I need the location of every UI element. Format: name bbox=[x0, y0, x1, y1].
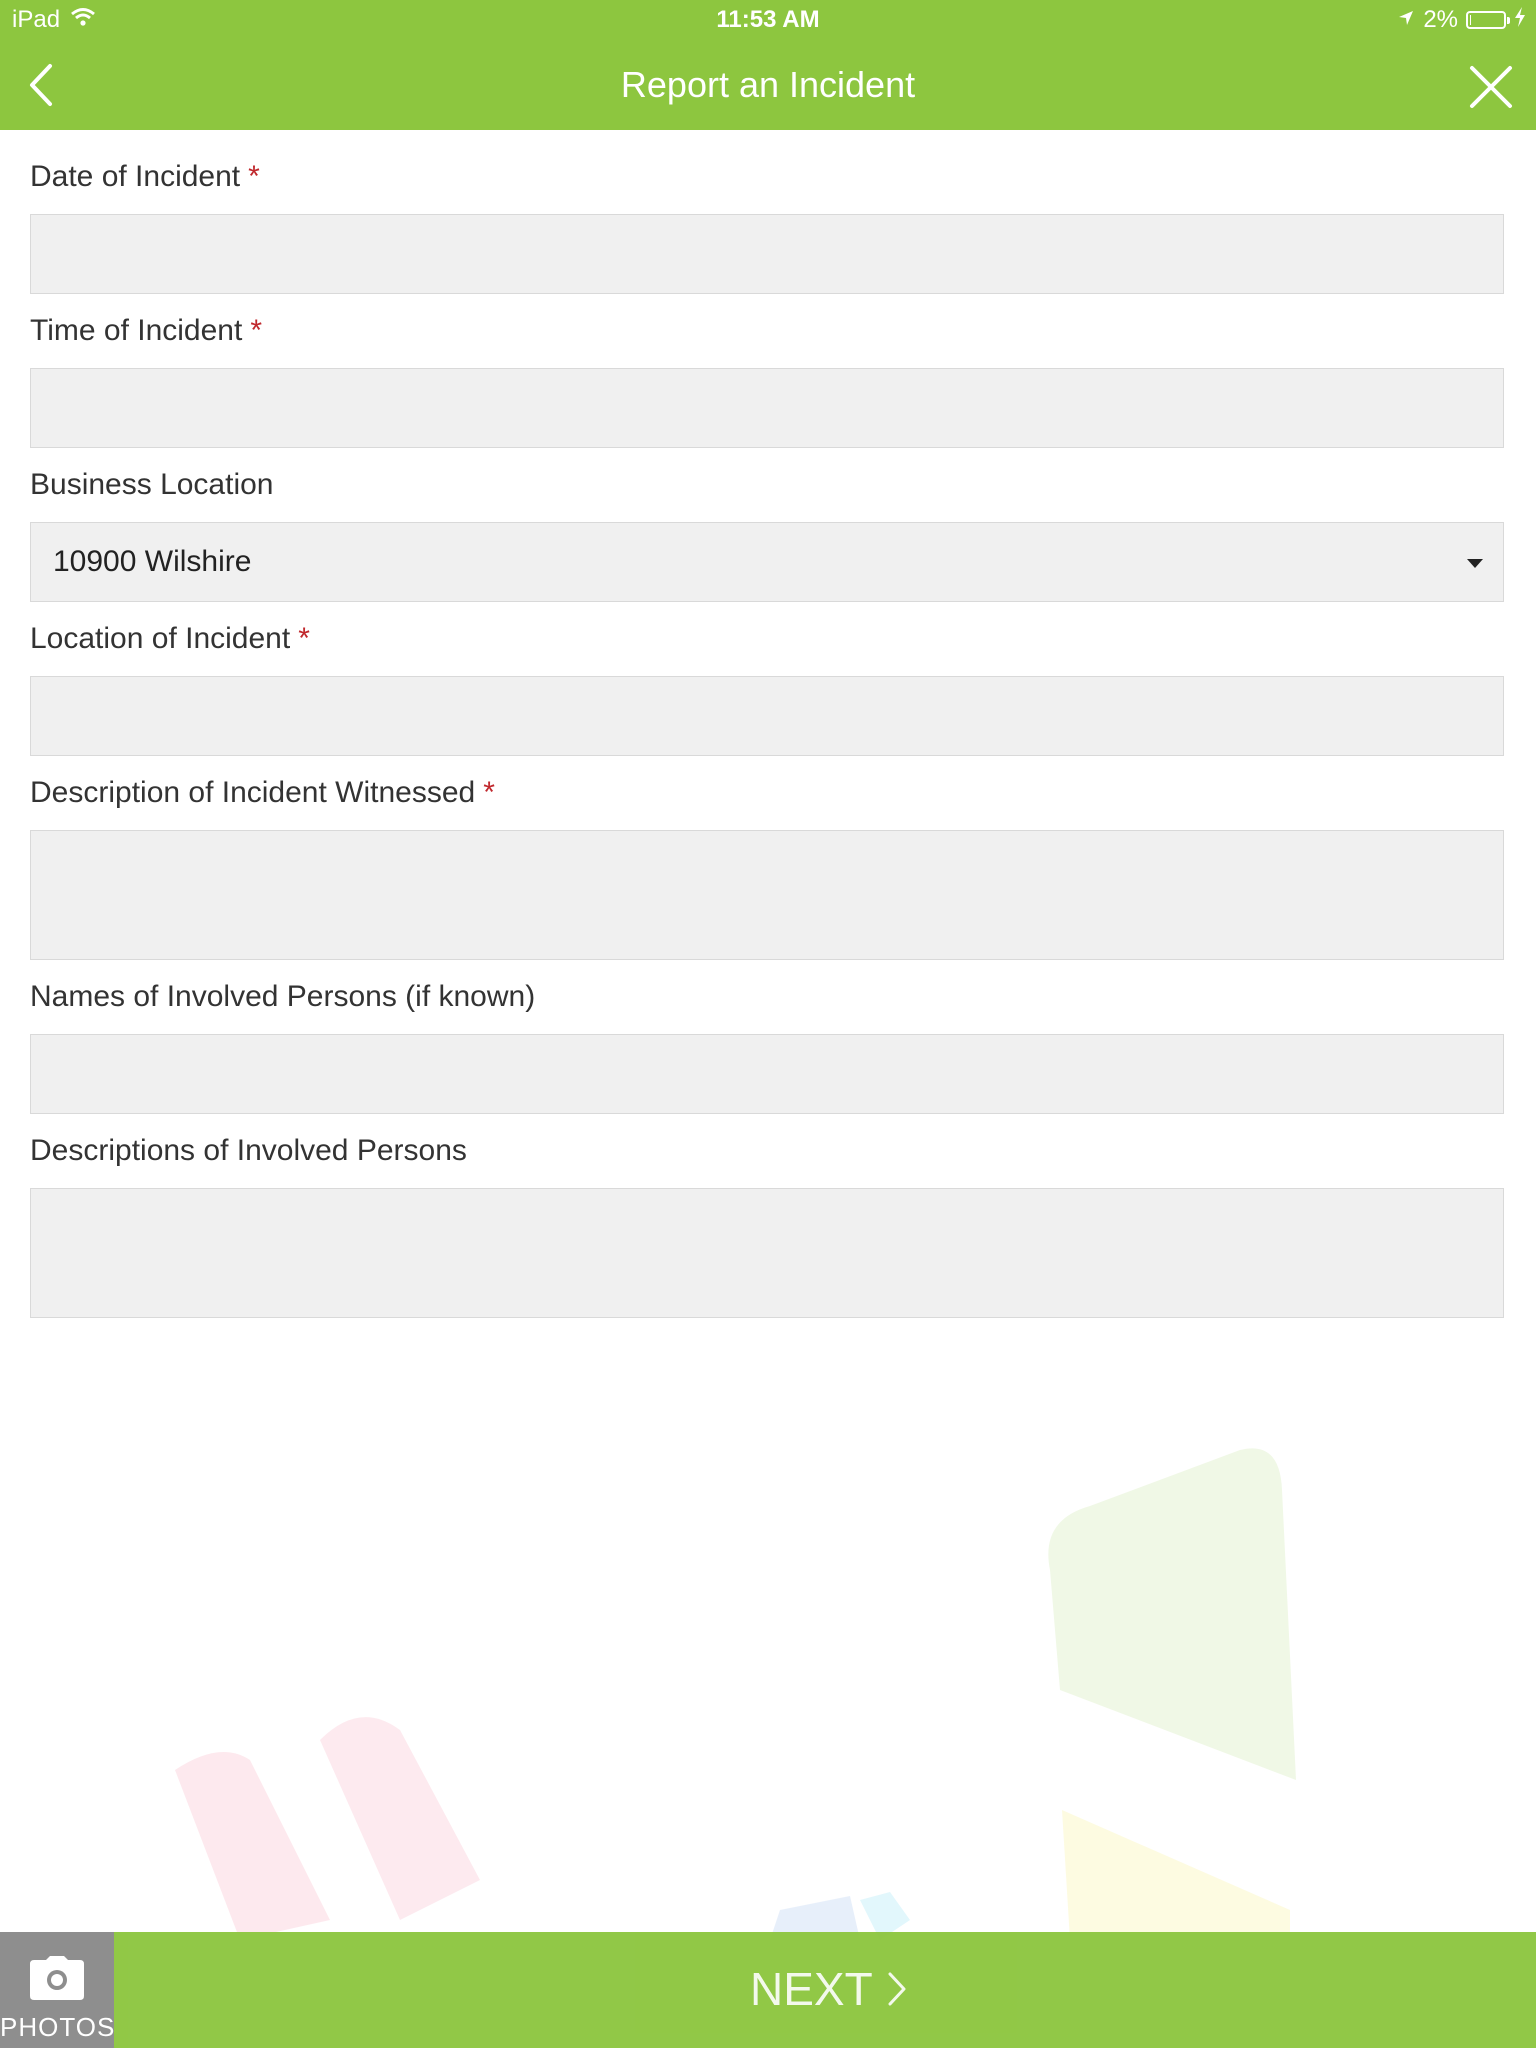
label-text: Descriptions of Involved Persons bbox=[30, 1134, 467, 1167]
next-content bbox=[750, 1962, 907, 2016]
descriptions-of-involved-persons-textarea[interactable] bbox=[30, 1188, 1504, 1318]
required-marker: * bbox=[248, 160, 260, 193]
caret-down-icon bbox=[1467, 559, 1483, 568]
battery-fill bbox=[1470, 15, 1471, 25]
footer-bar bbox=[0, 1932, 1536, 2048]
select-value: 10900 Wilshire bbox=[53, 545, 252, 578]
device-name: iPad bbox=[12, 6, 61, 33]
time-of-incident-input[interactable] bbox=[30, 368, 1504, 448]
label-text: Date of Incident bbox=[30, 160, 241, 193]
background-watermark bbox=[0, 1440, 1536, 1940]
photos-button[interactable] bbox=[0, 1932, 114, 2048]
status-right bbox=[1397, 6, 1526, 34]
description-of-incident-label bbox=[30, 776, 495, 810]
close-icon bbox=[1468, 64, 1514, 110]
location-of-incident-input[interactable] bbox=[30, 676, 1504, 756]
required-marker: * bbox=[483, 776, 495, 809]
names-of-involved-persons-label bbox=[30, 980, 535, 1014]
label-text: Business Location bbox=[30, 468, 274, 501]
label-text: Time of Incident bbox=[30, 314, 243, 347]
page-title: Report an Incident bbox=[620, 64, 916, 105]
label-text: Location of Incident bbox=[30, 622, 291, 655]
required-marker: * bbox=[298, 622, 310, 655]
location-of-incident-label bbox=[30, 622, 310, 656]
app-header bbox=[0, 0, 1536, 130]
battery-icon bbox=[1466, 11, 1506, 29]
names-of-involved-persons-input[interactable] bbox=[30, 1034, 1504, 1114]
label-text: Description of Incident Witnessed bbox=[30, 776, 476, 809]
status-bar bbox=[0, 0, 1536, 40]
chevron-right-icon bbox=[887, 1971, 907, 2007]
status-time: 11:53 AM bbox=[716, 6, 820, 33]
next-label: NEXT bbox=[750, 1963, 873, 2015]
charging-bolt-icon bbox=[1514, 6, 1526, 34]
descriptions-of-involved-persons-label bbox=[30, 1134, 467, 1168]
nav-bar bbox=[0, 40, 1536, 130]
label-text: Names of Involved Persons (if known) bbox=[30, 980, 536, 1013]
business-location-select[interactable] bbox=[30, 522, 1504, 602]
next-button[interactable] bbox=[114, 1932, 1536, 2048]
business-location-label bbox=[30, 468, 274, 502]
date-of-incident-input[interactable] bbox=[30, 214, 1504, 294]
camera-icon bbox=[28, 1956, 86, 2000]
photos-label: PHOTOS bbox=[0, 2012, 116, 2042]
location-arrow-icon bbox=[1397, 6, 1415, 34]
date-of-incident-label bbox=[30, 160, 260, 194]
time-of-incident-label bbox=[30, 314, 262, 348]
description-of-incident-textarea[interactable] bbox=[30, 830, 1504, 960]
close-button[interactable] bbox=[1468, 64, 1514, 110]
battery-percent: 2% bbox=[1423, 6, 1458, 33]
required-marker: * bbox=[250, 314, 263, 347]
